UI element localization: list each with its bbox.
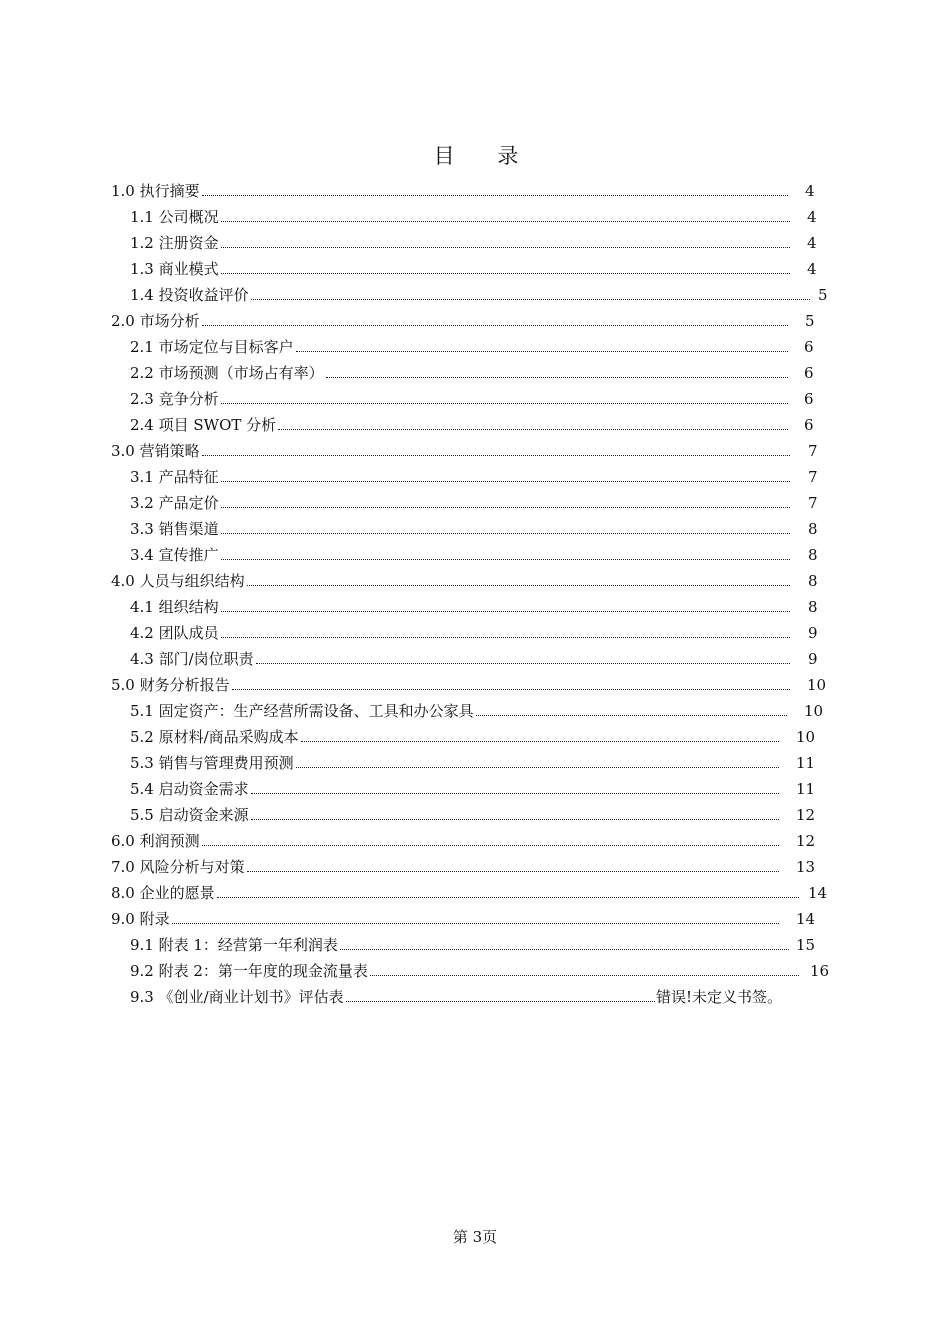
toc-entry[interactable] <box>130 799 816 825</box>
page-number-footer: 第 3页 <box>452 1228 498 1246</box>
toc-entry[interactable] <box>111 175 815 201</box>
toc-dot-leader <box>251 793 779 794</box>
toc-entry-page-number: 9 <box>808 624 818 642</box>
toc-entry-label: 1.0 执行摘要 <box>111 182 200 200</box>
toc-entry[interactable] <box>130 253 817 279</box>
toc-entry-page-number: 7 <box>808 494 818 512</box>
toc-dot-leader <box>221 481 790 482</box>
page-title: 目 录 <box>433 144 537 168</box>
toc-entry[interactable] <box>111 669 827 695</box>
toc-entry-label: 6.0 利润预测 <box>111 832 200 850</box>
toc-entry[interactable] <box>130 227 817 253</box>
toc-entry-page-number: 8 <box>808 572 818 590</box>
toc-dot-leader <box>172 923 779 924</box>
toc-entry-label: 5.0 财务分析报告 <box>111 676 230 694</box>
toc-entry[interactable] <box>111 851 816 877</box>
toc-entry-page-number: 10 <box>807 676 827 694</box>
toc-entry-page-number: 12 <box>796 806 816 824</box>
toc-dot-leader <box>202 455 790 456</box>
toc-entry-label: 2.3 竞争分析 <box>130 390 219 408</box>
toc-dot-leader <box>221 403 788 404</box>
toc-entry-label: 9.0 附录 <box>111 910 170 928</box>
toc-entry[interactable] <box>130 539 818 565</box>
toc-dot-leader <box>296 351 788 352</box>
toc-entry[interactable] <box>111 565 818 591</box>
toc-entry-label: 9.2 附表 2：第一年度的现金流量表 <box>130 962 368 980</box>
toc-dot-leader <box>340 949 789 950</box>
toc-entry-label: 1.2 注册资金 <box>130 234 219 252</box>
toc-entry-label: 7.0 风险分析与对策 <box>111 858 245 876</box>
toc-entry[interactable] <box>130 929 816 955</box>
toc-entry-page-number: 13 <box>796 858 816 876</box>
toc-entry[interactable] <box>130 383 814 409</box>
toc-entry-page-number: 8 <box>808 598 818 616</box>
toc-entry[interactable] <box>130 487 818 513</box>
toc-dot-leader <box>247 585 790 586</box>
toc-entry[interactable] <box>130 331 814 357</box>
toc-entry[interactable] <box>130 955 830 981</box>
toc-dot-leader <box>202 325 788 326</box>
toc-dot-leader <box>247 871 779 872</box>
toc-dot-leader <box>202 845 779 846</box>
toc-entry[interactable] <box>130 513 818 539</box>
toc-entry[interactable] <box>130 695 824 721</box>
toc-dot-leader <box>251 819 779 820</box>
toc-entry-label: 5.2 原材料/商品采购成本 <box>130 728 299 746</box>
toc-dot-leader <box>217 897 799 898</box>
toc-entry-page-number: 8 <box>808 520 818 538</box>
toc-entry-label: 5.1 固定资产：生产经营所需设备、工具和办公家具 <box>130 702 474 720</box>
toc-entry-page-number: 4 <box>807 260 817 278</box>
toc-entry-page-number: 7 <box>808 468 818 486</box>
toc-dot-leader <box>346 1001 655 1002</box>
toc-entry-page-number: 4 <box>807 208 817 226</box>
toc-entry-label: 4.2 团队成员 <box>130 624 219 642</box>
toc-entry-label: 5.5 启动资金来源 <box>130 806 249 824</box>
toc-entry-label: 3.0 营销策略 <box>111 442 200 460</box>
toc-entry[interactable] <box>130 747 816 773</box>
toc-entry[interactable] <box>111 877 828 903</box>
toc-entry-page-number: 6 <box>804 390 814 408</box>
toc-entry-page-number: 10 <box>796 728 816 746</box>
toc-entry-label: 3.2 产品定价 <box>130 494 219 512</box>
toc-dot-leader <box>370 975 799 976</box>
toc-dot-leader <box>251 299 810 300</box>
toc-dot-leader <box>221 533 790 534</box>
toc-entry-label: 5.4 启动资金需求 <box>130 780 249 798</box>
toc-dot-leader <box>221 507 790 508</box>
toc-dot-leader <box>278 429 788 430</box>
toc-dot-leader <box>256 663 790 664</box>
toc-entry-label: 1.3 商业模式 <box>130 260 219 278</box>
toc-entry-label: 8.0 企业的愿景 <box>111 884 215 902</box>
toc-entry-label: 5.3 销售与管理费用预测 <box>130 754 294 772</box>
toc-entry-page-number: 错误!未定义书签。 <box>656 988 783 1006</box>
toc-entry[interactable] <box>130 409 814 435</box>
toc-entry-page-number: 14 <box>796 910 816 928</box>
toc-entry-label: 9.3 《创业/商业计划书》评估表 <box>130 988 344 1006</box>
toc-entry-label: 3.4 宣传推广 <box>130 546 219 564</box>
toc-dot-leader <box>221 637 790 638</box>
toc-entry[interactable] <box>130 461 818 487</box>
toc-entry-page-number: 11 <box>796 780 816 798</box>
toc-dot-leader <box>202 195 788 196</box>
toc-entry[interactable] <box>111 825 816 851</box>
toc-entry-label: 4.0 人员与组织结构 <box>111 572 245 590</box>
toc-entry-label: 4.3 部门/岗位职责 <box>130 650 254 668</box>
toc-entry-label: 3.3 销售渠道 <box>130 520 219 538</box>
toc-entry-page-number: 6 <box>804 338 814 356</box>
toc-dot-leader <box>221 247 790 248</box>
toc-entry-label: 4.1 组织结构 <box>130 598 219 616</box>
toc-entry-page-number: 4 <box>807 234 817 252</box>
toc-entry-page-number: 10 <box>804 702 824 720</box>
toc-entry-page-number: 15 <box>796 936 816 954</box>
toc-entry-page-number: 5 <box>818 286 828 304</box>
toc-entry[interactable] <box>130 591 818 617</box>
toc-entry-page-number: 16 <box>810 962 830 980</box>
toc-entry[interactable] <box>130 721 816 747</box>
toc-dot-leader <box>476 715 787 716</box>
toc-entry[interactable] <box>130 617 818 643</box>
toc-dot-leader <box>232 689 790 690</box>
toc-entry-label: 9.1 附表 1：经营第一年利润表 <box>130 936 338 954</box>
toc-entry[interactable] <box>130 201 817 227</box>
toc-entry[interactable] <box>111 435 818 461</box>
toc-entry[interactable] <box>111 305 815 331</box>
toc-dot-leader <box>221 559 790 560</box>
toc-entry-label: 2.1 市场定位与目标客户 <box>130 338 294 356</box>
toc-entry-page-number: 5 <box>805 312 815 330</box>
toc-dot-leader <box>221 273 790 274</box>
toc-entry-label: 2.4 项目 SWOT 分析 <box>130 416 277 434</box>
toc-dot-leader <box>221 611 790 612</box>
toc-entry[interactable] <box>130 279 828 305</box>
toc-entry-page-number: 4 <box>805 182 815 200</box>
toc-entry-page-number: 9 <box>808 650 818 668</box>
toc-entry[interactable] <box>130 643 818 669</box>
toc-entry-label: 1.1 公司概况 <box>130 208 219 226</box>
toc-entry[interactable] <box>111 903 816 929</box>
toc-entry-label: 2.2 市场预测（市场占有率） <box>130 364 324 382</box>
toc-entry-page-number: 12 <box>796 832 816 850</box>
toc-entry-page-number: 8 <box>808 546 818 564</box>
toc-dot-leader <box>221 221 790 222</box>
toc-entry-label: 1.4 投资收益评价 <box>130 286 249 304</box>
toc-entry-page-number: 6 <box>804 416 814 434</box>
toc-entry-page-number: 7 <box>808 442 818 460</box>
toc-dot-leader <box>326 377 788 378</box>
toc-entry-page-number: 14 <box>808 884 828 902</box>
toc-dot-leader <box>301 741 779 742</box>
toc-entry[interactable] <box>130 357 814 383</box>
toc-entry[interactable] <box>130 773 816 799</box>
toc-dot-leader <box>296 767 779 768</box>
toc-entry-page-number: 11 <box>796 754 816 772</box>
toc-entry-label: 3.1 产品特征 <box>130 468 219 486</box>
toc-entry[interactable] <box>130 981 783 1007</box>
toc-entry-label: 2.0 市场分析 <box>111 312 200 330</box>
toc-entry-page-number: 6 <box>804 364 814 382</box>
